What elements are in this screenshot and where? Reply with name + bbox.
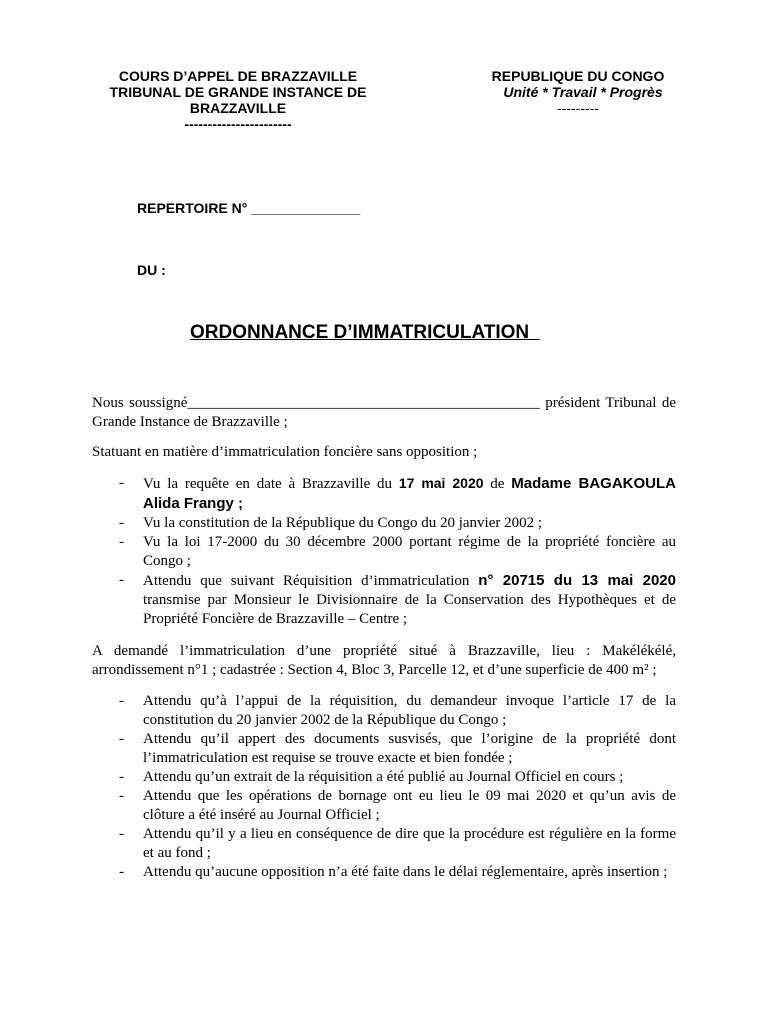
republic-divider: --------- [557,100,599,116]
national-motto: Unité * Travail * Progrès [503,84,663,100]
court-divider: ----------------------- [184,116,292,132]
republic-header [468,68,688,116]
list-item: - Attendu que les opérations de bornage ont eu lieu le 09 mai 2020 et qu’un avis de clôture a été inséré au Journal Officiel ; [92,787,676,825]
demande-paragraph: A demandé l’immatriculation d’une propriété situé à Brazzaville, lieu : Makélékélé, arrondissement n°1 ; cadastrée : Section 4, Bloc 3, Parcelle 12, et d’une superficie de 400 m² ; [92,643,676,678]
intro-paragraph: Nous soussigné_______________________________________________ président Tribunal de Grande Instance de Brazzaville ; [92,395,676,430]
list-item: - Attendu qu’aucune opposition n’a été faite dans le délai réglementaire, après insertion ; [92,863,676,882]
court-name: COURS D’APPEL DE BRAZZAVILLE [118,68,358,84]
requisition-number: n° 20715 du 13 mai 2020 [478,572,676,589]
list-item: - Attendu que suivant Réquisition d’immatriculation n° 20715 du 13 mai 2020 transmise par Monsieur le Divisionnaire de la Conservation des Hypothèques et de Propriété Foncière de Brazzaville – Centre ; [92,571,676,629]
document-title: ORDONNANCE D’IMMATRICULATION [190,322,540,343]
list-item: - Attendu qu’un extrait de la réquisition a été publié au Journal Officiel en cours ; [92,768,676,787]
applicant-name: Madame BAGAKOULA Alida Frangy ; [143,475,676,512]
du-date: DU : [137,262,166,278]
tribunal-name: TRIBUNAL DE GRANDE INSTANCE DE [109,84,367,100]
list-item: - Attendu qu’il y a lieu en conséquence de dire que la procédure est régulière en la forme et au fond ; [92,825,676,863]
list-item: - Attendu qu’à l’appui de la réquisition, du demandeur invoque l’article 17 de la constitution du 20 janvier 2002 de la République du Congo ; [92,692,676,730]
court-header [88,68,388,132]
list-item: - Attendu qu’il appert des documents susvisés, que l’origine de la propriété dont l’immatriculation est requise se trouve exacte et bien fondée ; [92,730,676,768]
attendu-list [92,692,676,882]
list-item: - Vu la requête en date à Brazzaville du 17 mai 2020 de Madame BAGAKOULA Alida Frangy ; [92,474,676,514]
tribunal-city: BRAZZAVILLE [189,100,287,116]
repertoire-number: REPERTOIRE N° ______________ [137,200,361,216]
country-name: REPUBLIQUE DU CONGO [491,68,665,84]
considerations-list [92,474,676,629]
list-item: - Vu la loi 17-2000 du 30 décembre 2000 portant régime de la propriété foncière au Congo ; [92,533,676,571]
list-item: - Vu la constitution de la République du Congo du 20 janvier 2002 ; [92,514,676,533]
statuant-paragraph: Statuant en matière d’immatriculation foncière sans opposition ; [92,444,478,460]
